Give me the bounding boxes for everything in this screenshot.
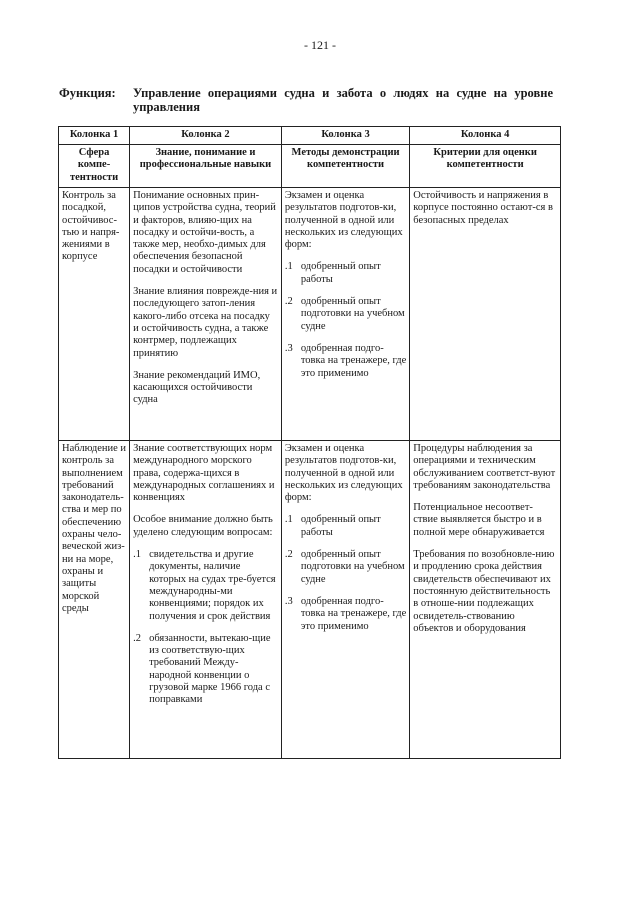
criteria-paragraph: Требования по возобновле-нию и продлению срока действия свидетельств обеспечивают их постоянную действительность в отноше-нии подлежащих освидетель-ствованию объектов и оборудования <box>413 549 555 634</box>
item-text: одобренный опыт подготовки на учебном судне <box>300 549 405 585</box>
competence-cell <box>59 441 130 759</box>
item-number: .2 <box>133 632 141 644</box>
list-item <box>133 549 278 623</box>
knowledge-cell <box>130 441 282 759</box>
column-number-header: Колонка 1 <box>59 127 130 145</box>
criteria-paragraph: Процедуры наблюдения за операциями и техническим обслуживанием соответст-вуют требованиям законодательства <box>413 443 556 491</box>
criteria-cell <box>410 441 561 759</box>
function-title: Управление операциями судна и забота о людях на судне на уровне управления <box>133 86 553 114</box>
column-title-header: Критерии для оценки компетентности <box>410 145 561 188</box>
item-text: свидетельства и другие документы, наличие которых на судах тре-буется международны-ми конвенциями; порядок их получения и срок действия <box>149 549 276 622</box>
item-text: одобренный опыт подготовки на учебном судне <box>300 296 405 332</box>
knowledge-cell <box>130 188 282 441</box>
table-row <box>59 188 561 441</box>
knowledge-paragraph: Знание рекомендаций ИМО, касающихся остойчивости судна <box>133 369 261 406</box>
item-text: обязанности, вытекаю-щие из соответствую-щих требований Между-народной конвенции о грузовой марке 1966 года с поправками <box>149 632 271 706</box>
item-number: .2 <box>284 296 293 308</box>
column-title-header: Методы демонстрации компетентности <box>281 145 409 188</box>
item-number: .1 <box>133 549 141 561</box>
column-number-row <box>59 127 561 145</box>
item-number: .3 <box>284 342 293 354</box>
competence-cell <box>59 188 130 441</box>
item-number: .1 <box>284 514 293 526</box>
list-item <box>285 596 406 633</box>
knowledge-paragraph: Знание влияния поврежде-ния и последующего затоп-ления какого-либо отсека на посадку и остойчивость судна, а также контрмер, подлежащих принятию <box>133 286 278 359</box>
page-number: - 121 - <box>304 38 336 52</box>
table-row <box>59 441 561 759</box>
column-title-header: Сфера компе-тентности <box>59 145 130 188</box>
item-text: одобренная подго-товка на тренажере, где это применимо <box>300 342 407 379</box>
column-number-header: Колонка 2 <box>130 127 282 145</box>
column-title-header: Знание, понимание и профессиональные навыки <box>130 145 282 188</box>
methods-cell <box>281 441 409 759</box>
list-item <box>285 261 406 286</box>
list-item <box>285 514 406 539</box>
criteria-paragraph: Остойчивость и напряжения в корпусе постоянно остают-ся в безопасных пределах <box>413 190 553 226</box>
item-text: одобренный опыт работы <box>300 514 381 538</box>
methods-cell <box>281 188 409 441</box>
methods-intro: Экзамен и оценка результатов подготов-ки, полученной в одной или нескольких из следующих форм: <box>284 443 403 504</box>
column-number-header: Колонка 3 <box>281 127 409 145</box>
item-text: одобренный опыт работы <box>300 261 381 285</box>
item-text: одобренная подго-товка на тренажере, где это применимо <box>300 595 407 632</box>
competence-text: Контроль за посадкой, остойчивос-тью и напря-жениями в корпусе <box>62 190 120 263</box>
list-item <box>285 549 406 586</box>
list-item <box>285 296 406 333</box>
column-title-row <box>59 145 561 188</box>
item-number: .3 <box>284 595 293 607</box>
list-item <box>285 343 406 380</box>
competence-table <box>58 126 561 759</box>
list-item <box>133 633 278 707</box>
criteria-paragraph: Потенциальное несоответ-ствие выявляется быстро и в полной мере обнаруживается <box>413 502 545 538</box>
item-number: .2 <box>284 549 293 561</box>
knowledge-paragraph: Особое внимание должно быть уделено следующим вопросам: <box>133 514 273 538</box>
methods-intro: Экзамен и оценка результатов подготов-ки, полученной в одной или нескольких из следующих форм: <box>284 190 403 251</box>
criteria-cell <box>410 188 561 441</box>
column-number-header: Колонка 4 <box>410 127 561 145</box>
item-number: .1 <box>284 261 293 273</box>
knowledge-paragraph: Понимание основных прин-ципов устройства судна, теорий и факторов, влияю-щих на посадку и остойчи-вость, а также мер, необхо-димых для обеспечения безопасной посадки и остойчивости <box>133 190 276 275</box>
function-label: Функция: <box>59 86 116 100</box>
knowledge-paragraph: Знание соответствующих норм международного морского права, содержа-щихся в международных соглашениях и конвенциях <box>133 443 275 504</box>
competence-text: Наблюдение и контроль за выполнением требований законодатель-ства и мер по обеспечению охраны чело-веческой жиз-ни на море, охраны и защиты морской среды <box>62 443 127 614</box>
